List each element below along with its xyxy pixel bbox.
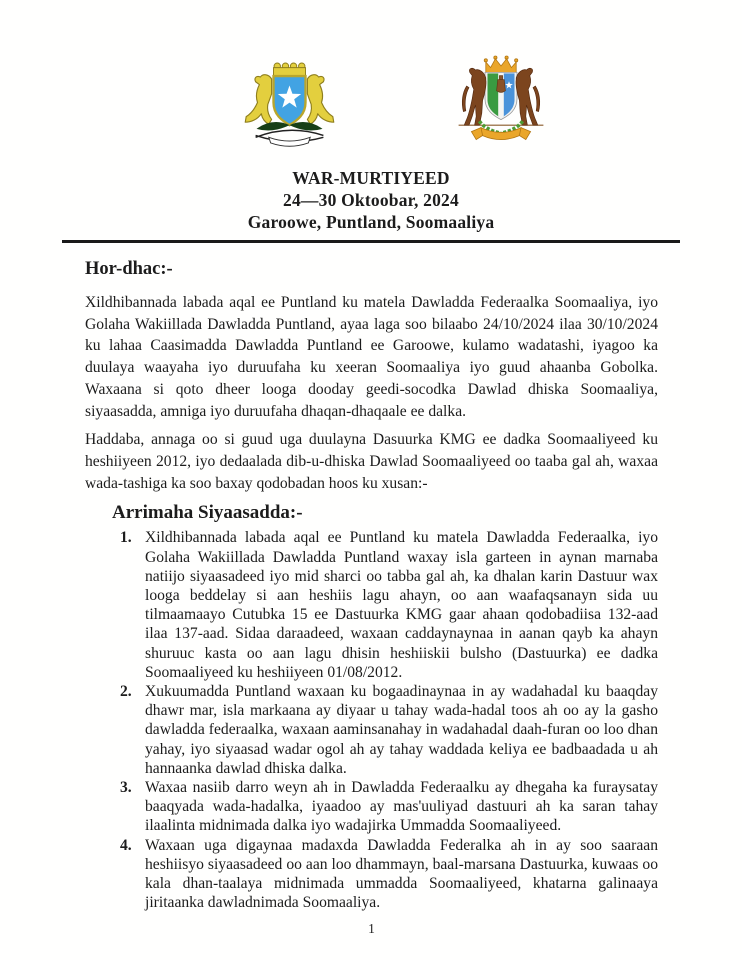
list-item [85, 682, 658, 778]
list-item-text: Waxaan uga digaynaa madaxda Dawladda Federalka ah in ay soo saaraan heshiisyo siyaasadeed oo aan loo dhammayn, baal-marsana Dastuurka, kuwaas oo kala dhan-taalaya midnimada ummadda Soomaaliyeed, khatarna galinaaya jiritaanka dawladnimada Soomaaliya. [145, 836, 658, 912]
somalia-coat-of-arms-icon [233, 58, 346, 162]
intro-heading: Hor-dhac:- [85, 259, 173, 279]
document-title: WAR-MURTIYEED [292, 168, 450, 188]
list-item-number: 3. [120, 778, 132, 796]
list-item-text: Xildhibannada labada aqal ee Puntland ku matela Dawladda Federaalka, iyo Golaha Wakiillada Dawladda Puntland waxay isla garteen in aynan marnaba natiijo siyaasadeed iyo mid sharci oo tabba gal ah, ka dhalan karin Dastuur wax looga beddelay si aan heshiis lagu ahayn, oo aan waafaqsanayn sida uu tilmaamaayo Cutubka 15 ee Dastuurka KMG gaar ahaan qodobadiisa 132-aad ilaa 137-aad. Sidaa daraadeed, waxaan caddaynaynaa in aanan qayb ka ahayn shuruuc kasta oo aan lagu dhisin heshiiskii bulsho (Dastuurka) ee dadka Soomaaliyeed ku heshiiyeen 01/08/2012. [145, 529, 658, 681]
page-number: 1 [368, 921, 375, 937]
section-heading-politics: Arrimaha Siyaasadda:- [112, 502, 303, 524]
document-header [0, 167, 742, 233]
list-item [85, 528, 658, 682]
list-item-number: 1. [120, 529, 132, 547]
list-item [85, 836, 658, 913]
intro-paragraph-1: Xildhibannada labada aqal ee Puntland ku matela Dawladda Federaalka Soomaaliya, iyo Golaha Wakiillada Dawladda Puntland, ayaa laga soo bilaabo 24/10/2024 ilaa 30/10/2024 ku lahaa Caasimadda Dawladda Puntland ee Garoowe, kulamo wadatashi, iyagoo ka duulaya waayaha iyo duruufaha ku xeeran Soomaaliya iyo guud ahaanba Gobolka. Waxaana si qoto dheer looga dooday geedi-socodka Dawlad dhiska Soomaaliya, siyaasadda, amniga iyo duruufaha dhaqan-dhaqaale ee dalka. [85, 294, 658, 420]
document-body [85, 258, 658, 937]
intro-paragraph-2: Haddaba, annaga oo si guud uga duulayna Dasuurka KMG ee dadka Soomaaliyeed ku heshiiyeen 2012, iyo dedaalada dib-u-dhiska Dawlad Soomaaliyeed oo taaba gal ah, waxaa wada-tashiga ka soo baxay qodobadan hoos ku xusan:- [85, 431, 658, 492]
list-item-text: Xukuumadda Puntland waxaan ku bogaadinaynaa in ay wadahadal ku baaqday dhawr mar, isla markaana ay diyaar u tahay wada-hadal toos ah oo ay la gasho dawladda federaalka, waxaan aaminsanahay in wadahadal daah-furan oo loo dhan yahay, iyo siyaasad wadar ogol ah ay tahay waddada keliya ee badbaadada u ah hannaanka dawlad dhiska dalka. [145, 682, 658, 777]
puntland-coat-of-arms-icon [449, 54, 553, 162]
list-item-number: 4. [120, 836, 132, 854]
list-item-number: 2. [120, 682, 132, 700]
resolutions-list [85, 528, 658, 912]
document-date-range: 24—30 Oktoobar, 2024 [283, 190, 459, 210]
list-item [85, 778, 658, 836]
header-divider-rule [62, 240, 680, 243]
document-location: Garoowe, Puntland, Soomaaliya [247, 212, 495, 232]
list-item-text: Waxaa nasiib darro weyn ah in Dawladda Federaalku ay dhegaha ka furaysatay baaqyada wada-hadalka, iyaadoo ay mas'uuliyad dastuuri ah ka saran tahay ilaalinta midnimada dalka iyo wadajirka Ummadda Soomaaliyeed. [145, 778, 658, 835]
header-emblems [22, 0, 742, 162]
